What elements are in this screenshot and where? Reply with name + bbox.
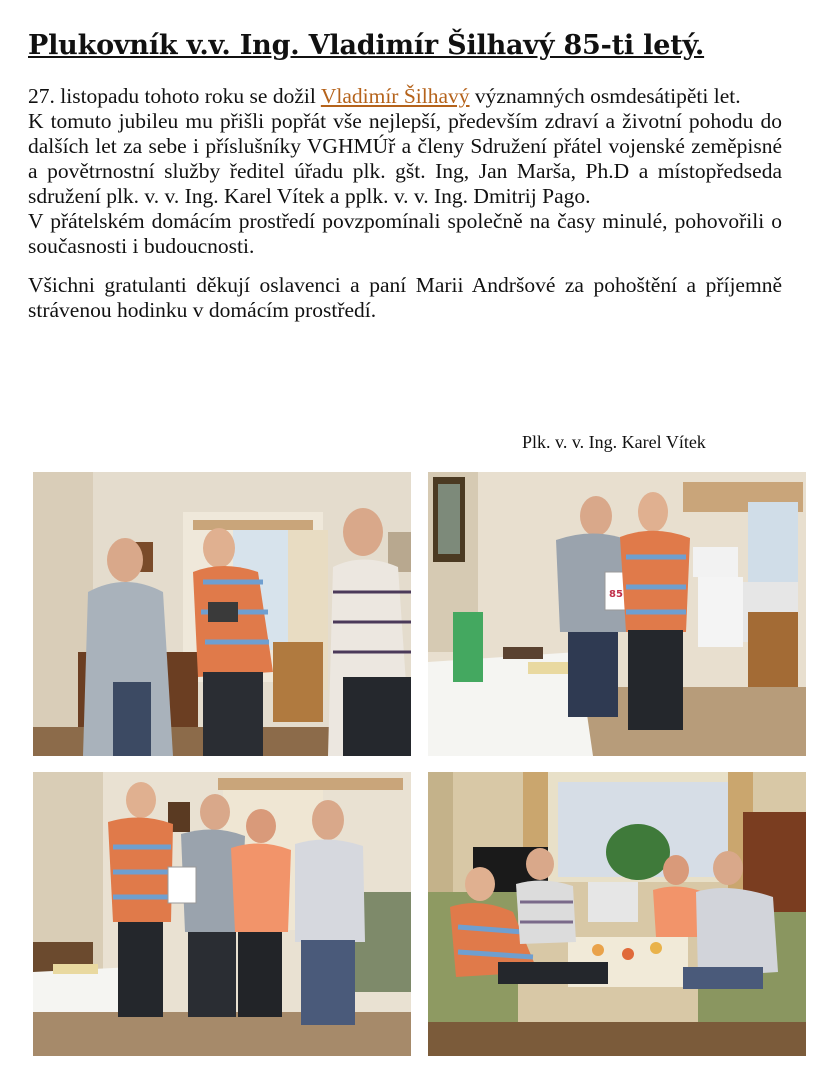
paragraph-memories: V přátelském domácím prostředí povzpomínali společně na časy minulé, pohovořili o současnosti i budoucnosti.	[28, 209, 782, 258]
paragraph-visit: K tomuto jubileu mu přišli popřát vše nejlepší, především zdraví a životní pohodu do dalších let za sebe i příslušníky VGHMÚř a členy Sdružení přátel vojenské zeměpisné a povětrnostní služby ředitel úřadu plk. gšt. Ing, Jan Marša, Ph.D a místopředseda sdružení plk. v. v. Ing. Karel Vítek a pplk. v. v. Ing. Dmitrij Pago.	[28, 109, 782, 208]
photo-conversation	[428, 772, 806, 1056]
certificate-number: 85	[609, 589, 623, 600]
intro-text-before: 27. listopadu tohoto roku se dožil	[28, 84, 321, 108]
article-body	[28, 84, 782, 323]
intro-text-after: významných osmdesátipěti let.	[469, 84, 741, 108]
signature: Plk. v. v. Ing. Karel Vítek	[522, 432, 706, 452]
paragraph-intro	[28, 84, 782, 109]
article-title: Plukovník v.v. Ing. Vladimír Šilhavý 85-ti letý.	[28, 30, 705, 61]
photo-group	[33, 772, 411, 1056]
person-link[interactable]: Vladimír Šilhavý	[320, 84, 470, 108]
paragraph-thanks: Všichni gratulanti děkují oslavenci a paní Marii Andršové za pohoštění a příjemně strávenou hodinku v domácím prostředí.	[28, 273, 782, 322]
photo-certificate	[428, 472, 806, 756]
photo-handshake	[33, 472, 411, 756]
